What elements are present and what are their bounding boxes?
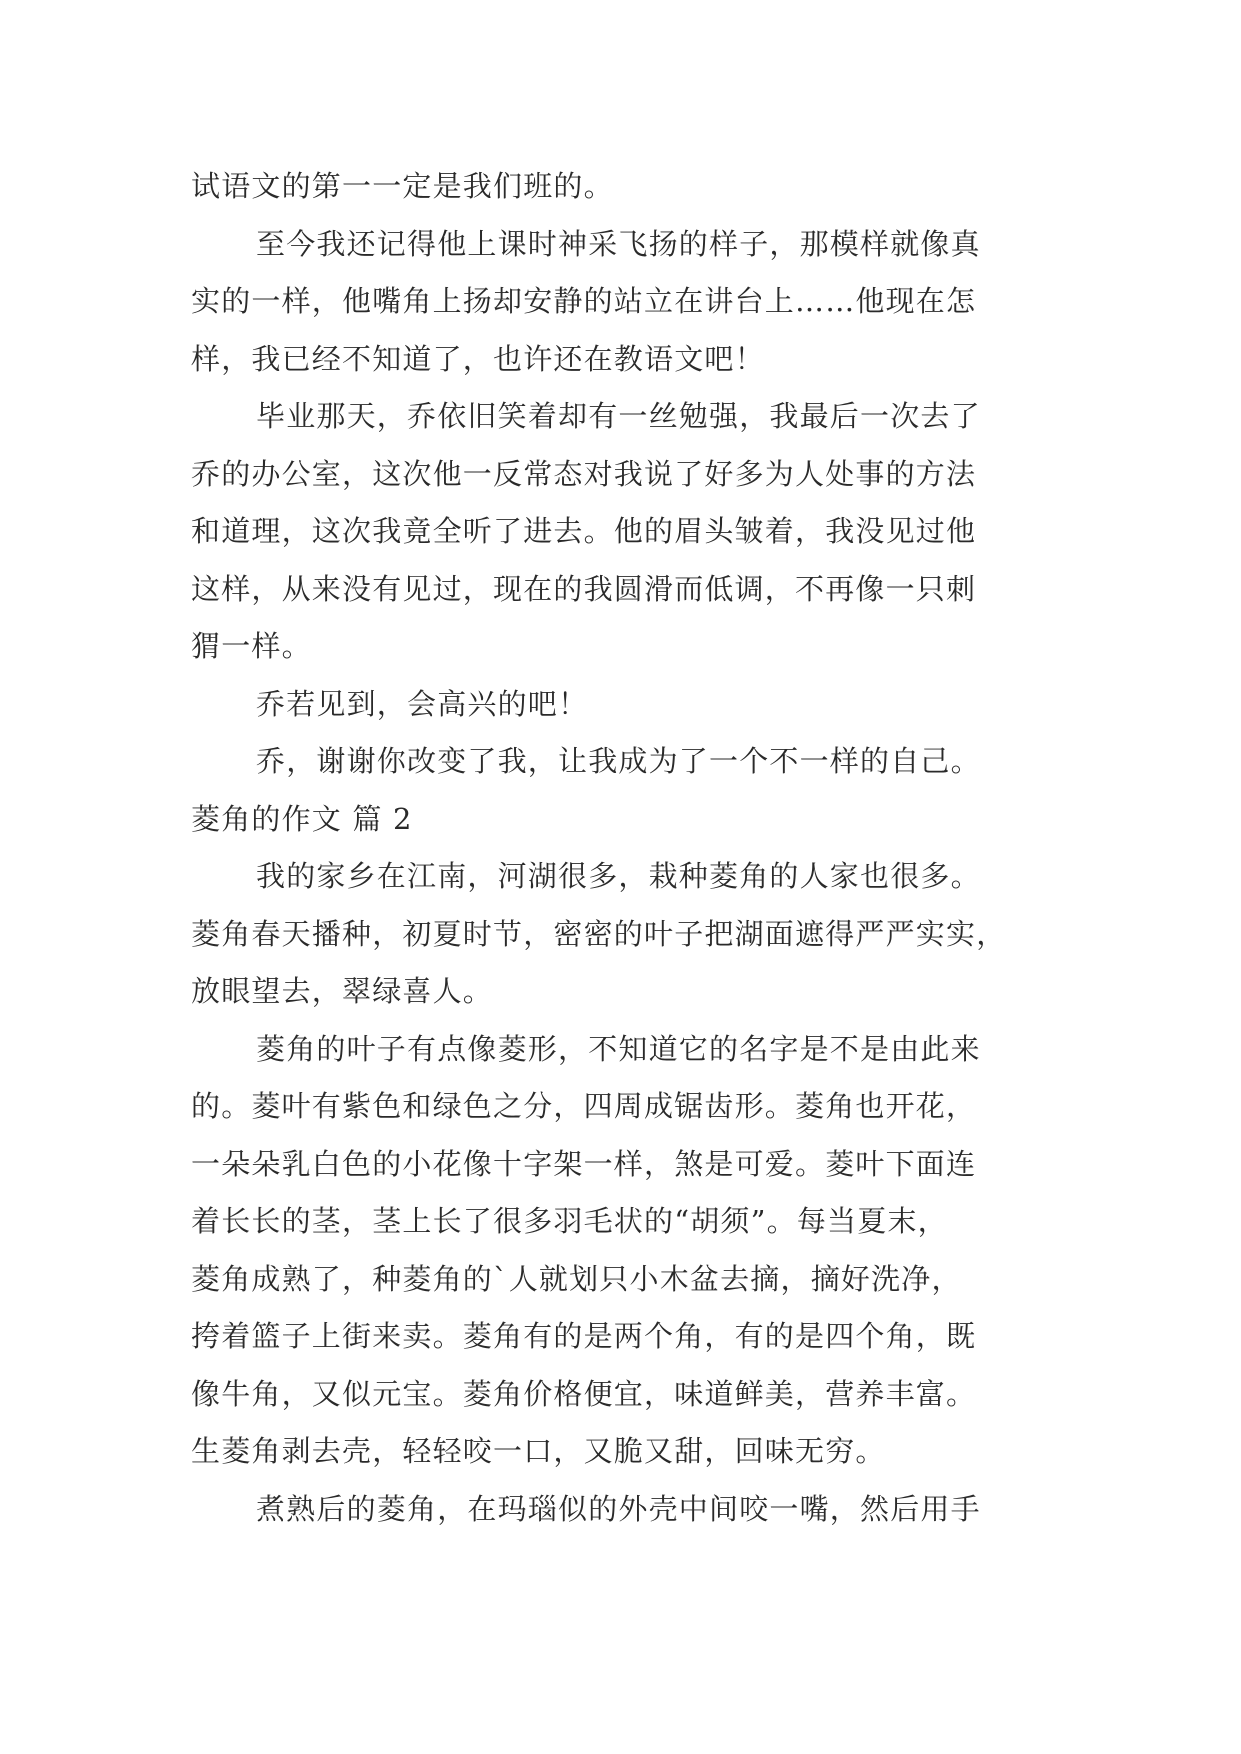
text-line: 的。菱叶有紫色和绿色之分，四周成锯齿形。菱角也开花， (191, 1089, 977, 1123)
text-line: 菱角的作文 篇 2 (191, 801, 413, 836)
text-line: 试语文的第一一定是我们班的。 (191, 169, 614, 203)
text-line: 和道理，这次我竟全听了进去。他的眉头皱着，我没见过他 (191, 514, 977, 548)
text-line: 放眼望去，翠绿喜人。 (191, 974, 494, 1008)
text-line: 猬一样。 (191, 629, 312, 663)
text-line: 乔若见到，会高兴的吧！ (256, 686, 589, 721)
text-line: 乔，谢谢你改变了我，让我成为了一个不一样的自己。 (256, 744, 981, 778)
text-line: 煮熟后的菱角，在玛瑙似的外壳中间咬一嘴，然后用手 (256, 1491, 981, 1526)
text-line: 毕业那天，乔依旧笑着却有一丝勉强，我最后一次去了 (256, 399, 981, 433)
text-line: 我的家乡在江南，河湖很多，栽种菱角的人家也很多。 (256, 859, 981, 893)
text-line: 挎着篮子上街来卖。菱角有的是两个角，有的是四个角，既 (191, 1319, 977, 1353)
text-line: 菱角的叶子有点像菱形，不知道它的名字是不是由此来 (256, 1031, 981, 1066)
text-line: 这样，从来没有见过，现在的我圆滑而低调，不再像一只刺 (191, 571, 977, 606)
text-line: 乔的办公室，这次他一反常态对我说了好多为人处事的方法 (191, 456, 977, 491)
text-line: 样，我已经不知道了，也许还在教语文吧！ (191, 341, 765, 376)
text-line: 生菱角剥去壳，轻轻咬一口，又脆又甜，回味无穷。 (191, 1434, 886, 1468)
text-line: 像牛角，又似元宝。菱角价格便宜，味道鲜美，营养丰富。 (191, 1376, 977, 1411)
text-line: 菱角成熟了，种菱角的`人就划只小木盆去摘，摘好洗净， (191, 1261, 962, 1296)
text-line: 实的一样，他嘴角上扬却安静的站立在讲台上……他现在怎 (191, 284, 977, 318)
text-line: 一朵朵乳白色的小花像十字架一样，煞是可爱。菱叶下面连 (191, 1146, 977, 1181)
document-body (191, 158, 1071, 1538)
text-line: 至今我还记得他上课时神采飞扬的样子，那模样就像真 (256, 226, 981, 261)
text-line: 菱角春天播种，初夏时节，密密的叶子把湖面遮得严严实实， (191, 916, 1007, 951)
text-line: 着长长的茎，茎上长了很多羽毛状的“胡须”。每当夏末， (191, 1204, 948, 1238)
